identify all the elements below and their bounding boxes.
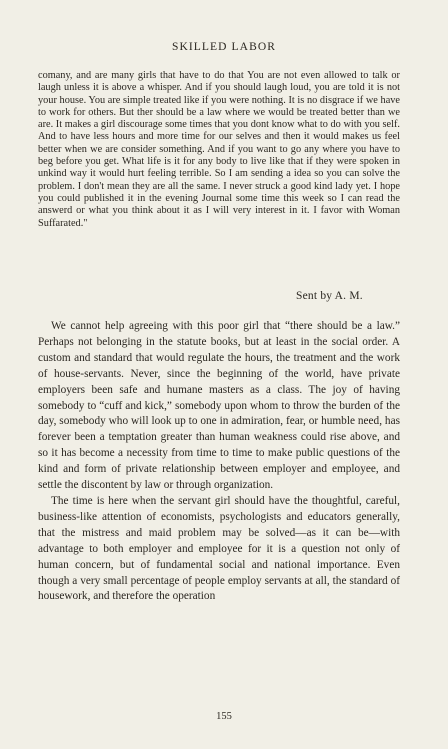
letter-text: comany, and are many girls that have to do that You are not even allowed to talk or laugh unless it is above a whisper. And if you should laugh loud, you are told it is not your house. You are simple treated like if you were nothing. It is no disgrace if we have to work for others. But ther should be a law where we would be treated better than we are. It makes a girl discourage some times that you dont know what to do with you self. And to have less hours and more time for our selves and then it would makes us feel better when we are consider something. And if you want to go any where you have to beg before you get. What life is it for any body to live like that if they were spoken in unkind way it would hurt feeling terrible. So I am sending a idea so you can solve the problem. I don't mean they are all the same. I never struck a good kind lady yet. I hope you could published it in the evening Journal some time this week so I can read the answerd or what you think about it as I will very interest in it. I favor with Woman Suffarated." <box>38 70 400 229</box>
body-text <box>38 319 400 605</box>
running-head: SKILLED LABOR <box>171 41 277 53</box>
letter-signature: Sent by A. M. <box>296 290 363 302</box>
page-number: 155 <box>216 711 232 722</box>
quoted-letter <box>38 70 400 230</box>
paragraph-2: The time is here when the servant girl should have the thoughtful, careful, business-like attention of economists, psychologists and educators generally, that the mistress and maid problem may be solved—as it can be—with advantage to both employer and employee for it is a question not only of human concern, but of fundamental social and national importance. Even though a very small percentage of people employ servants at all, the standard of housework, and therefore the operation <box>38 494 400 603</box>
paragraph-1: We cannot help agreeing with this poor girl that “there should be a law.” Perhaps not belonging in the statute books, but at least in the social order. A custom and standard that would regulate the hours, the treatment and the work of house-servants. Never, since the beginning of the world, have private employers been safe and humane masters as a class. The joy of having somebody to “cuff and kick,” somebody upon whom to throw the burden of the day, somebody who will look up to one in admiration, fear, or humble need, has forever been a temptation greater than human weakness could rise above, and so it has become a necessity from time to time to make public questions of the kind and form of private relationship between employer and employee, and settle the discontent by law or through organization. <box>38 320 400 492</box>
